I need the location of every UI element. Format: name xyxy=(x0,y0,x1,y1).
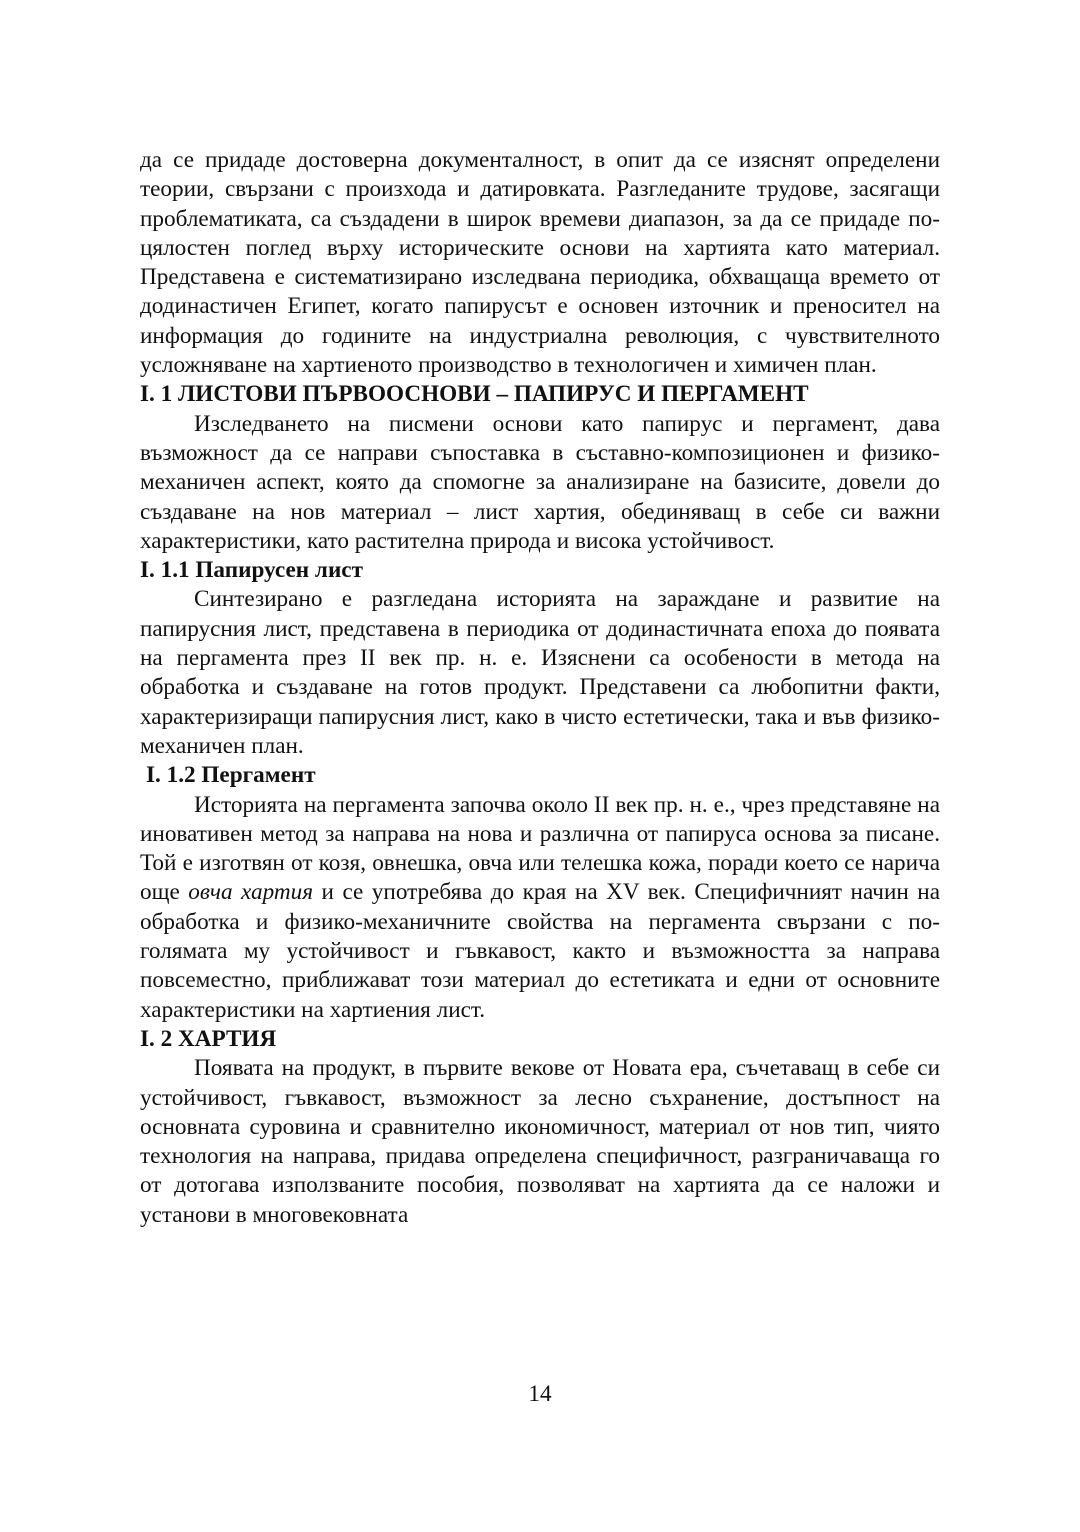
paragraph-text-start: Историята на пергамента започва около II век пр. н. е., чрез представяне на иновативен метод за направа на нова и различна от папируса основа за писане. Той е изготвян от козя, овнешка, овча или телешка кожа, поради което се нарича още xyxy=(140,791,940,906)
italic-term: овча хартия xyxy=(188,879,314,906)
paragraph-text-end: и се употребява до края на XV век. Специфичният начин на обработка и физико-механичните свойства на пергамента свързани с по-голямата му устойчивост и гъвкавост, както и възможността за направа повсеместно, приближават този материал до естетиката и едни от основните характеристики на хартиения лист. xyxy=(140,879,940,1023)
section-paragraph-1-1-2 xyxy=(140,791,940,1025)
section-heading-1-2: I. 2 ХАРТИЯ xyxy=(140,1025,277,1052)
section-paragraph-1-1-1: Синтезирано е разгледана историята на зараждане и развитие на папирусния лист, представена в периодика от додинастичната епоха до появата на пергамента през II век пр. н. е. Изяснени са особености в метода на обработка и създаване на готов продукт. Представени са любопитни факти, характеризиращи папирусния лист, како в чисто естетически, така и във физико-механичен план. xyxy=(140,586,940,759)
section-paragraph-1-1: Изследването на писмени основи като папирус и пергамент, дава възможност да се направи съпоставка в съставно-композиционен и физико-механичен аспект, която да спомогне за анализиране на базисите, довели до създаване на нов материал – лист хартия, обединяващ в себе си важни характеристики, като растителна природа и висока устойчивост. xyxy=(140,410,940,554)
section-heading-1-1-2: I. 1.2 Пергамент xyxy=(146,762,316,789)
section-heading-1-1-1: I. 1.1 Папирусен лист xyxy=(140,557,363,584)
section-heading-1-1: I. 1 ЛИСТОВИ ПЪРВООСНОВИ – ПАПИРУС И ПЕРГАМЕНТ xyxy=(140,381,809,408)
page-body xyxy=(140,146,940,1230)
section-paragraph-1-2: Появата на продукт, в първите векове от Новата ера, съчетаващ в себе си устойчивост, гъвкавост, възможност за лесно съхранение, достъпност на основната суровина и сравнително икономичност, материал от нов тип, чиято технология на направа, придава определена специфичност, разграничаваща го от дотогава използваните пособия, позволяват на хартията да се наложи и установи в многовековната xyxy=(140,1055,940,1228)
page-number: 14 xyxy=(528,1381,552,1407)
intro-paragraph: да се придаде достоверна документалност, в опит да се изяснят определени теории, свързани с произхода и датировката. Разгледаните трудове, засягащи проблематиката, са създадени в широк времеви диапазон, за да се придаде по-цялостен поглед върху историческите основи на хартията като материал. Представена е систематизирано изследвана периодика, обхващаща времето от додинастичен Египет, когато папирусът е основен източник и преносител на информация до годините на индустриална революция, с чувствителното усложняване на хартиеното производство в технологичен и химичен план. xyxy=(140,147,940,379)
